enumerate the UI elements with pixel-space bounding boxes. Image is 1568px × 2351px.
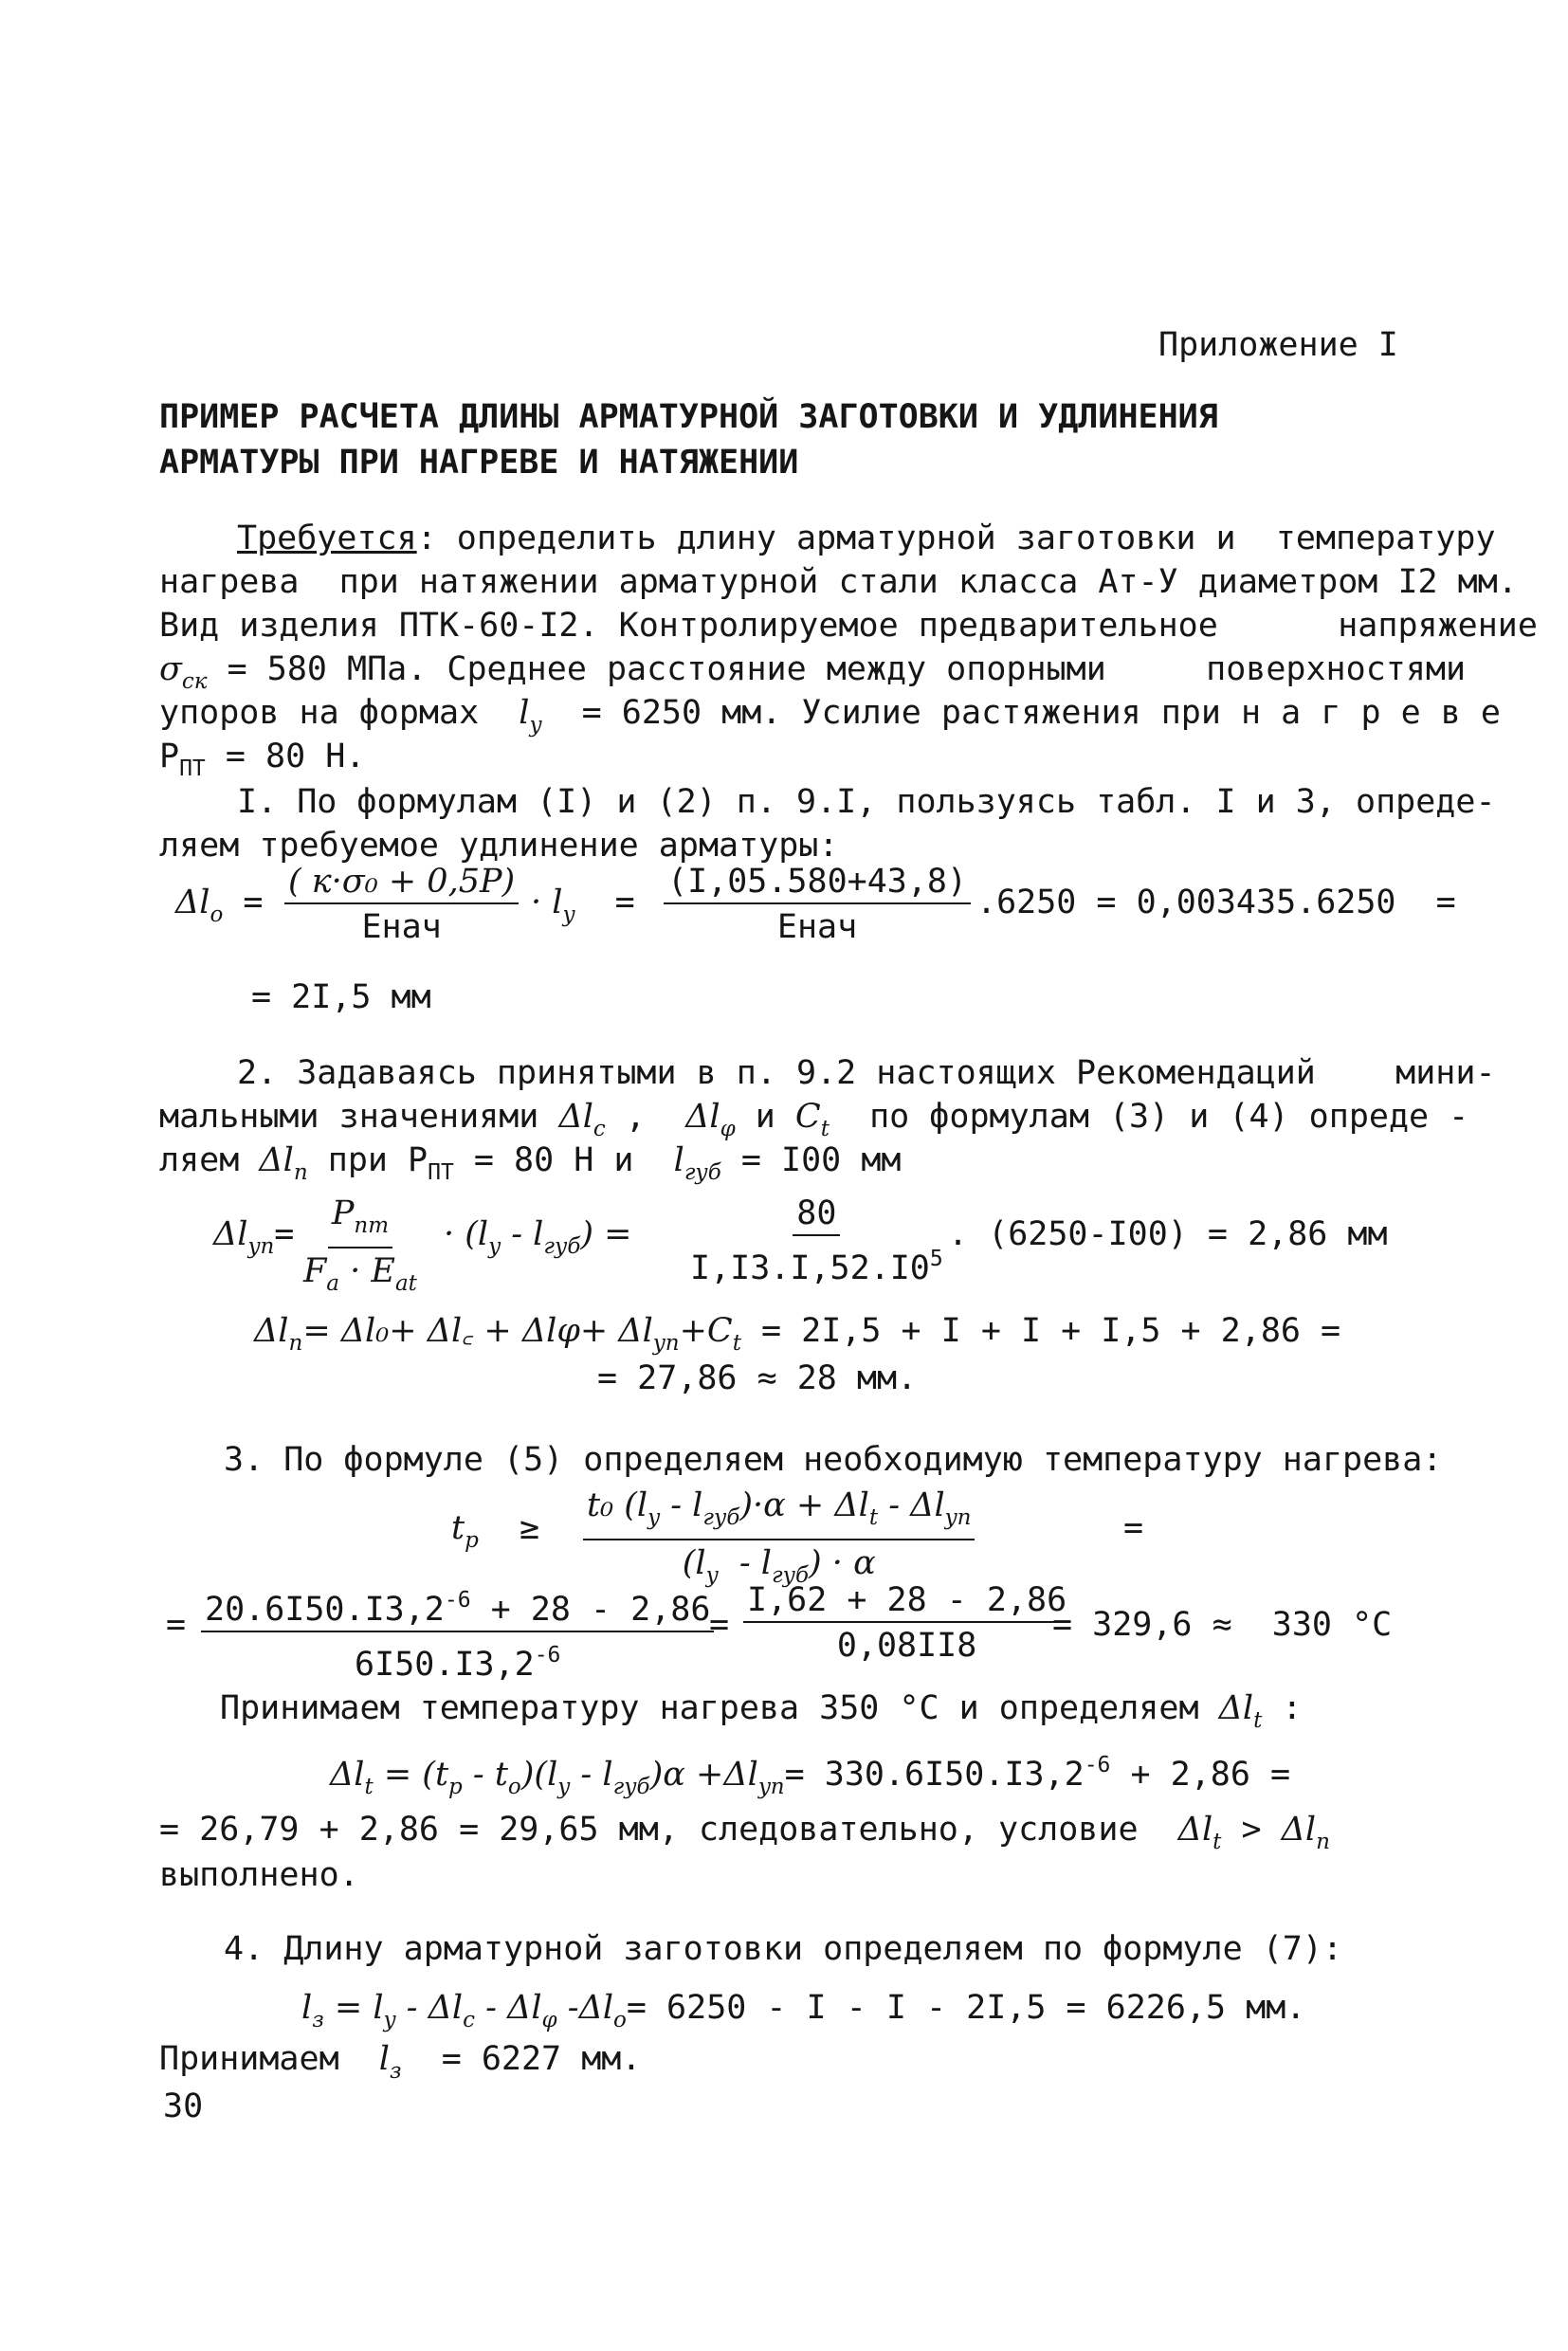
- sum-rhs: = Δl₀+ Δl꜀ + Δlφ+ Δl: [302, 1312, 653, 1350]
- intro-line-3: Вид изделия ПТК-60-I2. Контролируемое предварительное напряжение: [159, 607, 1538, 645]
- step3-f-numerator: [583, 1486, 975, 1540]
- ppt-subscript: ПТ: [428, 1160, 454, 1185]
- step3-d-numerator: I,62 + 28 - 2,86: [743, 1581, 1070, 1623]
- sum-lhs-subscript: n: [288, 1331, 303, 1356]
- sum-lhs-symbol: Δl: [254, 1312, 289, 1350]
- step3-c-numerator: [201, 1581, 714, 1632]
- dl-mid-5-sub: yn: [757, 1775, 785, 1799]
- tp-symbol: t: [451, 1509, 465, 1547]
- lgub-subscript: губ: [684, 1160, 721, 1185]
- dl-mid-1: = (t: [373, 1756, 449, 1794]
- step3-fn-1: t₀ (l: [587, 1486, 648, 1524]
- step3-calc-fraction-1: [201, 1581, 714, 1684]
- step3-tp: [451, 1507, 479, 1561]
- title-line-2: АРМАТУРЫ ПРИ НАГРЕВЕ И НАТЯЖЕНИИ: [159, 444, 799, 482]
- step2-f1-numerator: [328, 1194, 392, 1248]
- step3-eq-1: =: [1123, 1509, 1144, 1547]
- sum-rhs-2: +C: [679, 1312, 733, 1350]
- title-line-1: ПРИМЕР РАСЧЕТА ДЛИНЫ АРМАТУРНОЙ ЗАГОТОВКИ И УДЛИНЕНИЯ: [159, 398, 1218, 436]
- ly-symbol: l: [519, 694, 530, 732]
- step3-ge: ≥: [520, 1509, 540, 1547]
- sigma-subscript: ск: [181, 669, 208, 694]
- step3-eq-0: =: [166, 1606, 187, 1644]
- sum-rhs-subscript: yn: [652, 1331, 680, 1356]
- dl-mid-5: )α +Δl: [649, 1756, 758, 1794]
- step2-mid: [444, 1213, 632, 1267]
- step3-cn-1: 20.6I50.I3,2: [205, 1591, 445, 1629]
- step3-r-sub-2: n: [1316, 1830, 1330, 1854]
- intro-text-5a: упоров на формах: [159, 694, 520, 732]
- delta-lc-subscript: c: [593, 1117, 606, 1141]
- delta-lyn-symbol: Δl: [213, 1215, 248, 1253]
- step3-r-sym-2: Δl: [1281, 1811, 1317, 1849]
- step3-fd-2-sub: губ: [772, 1563, 810, 1588]
- step2-f1-num-sub: пт: [354, 1213, 390, 1238]
- step1-denominator-1: Eнач: [361, 908, 442, 946]
- step2-text-3a: ляем: [159, 1141, 260, 1179]
- step3-accept-symbol: Δl: [1218, 1689, 1254, 1727]
- step3-cn-sup: -6: [444, 1588, 471, 1613]
- intro-line-1: [237, 518, 1496, 559]
- step3-r-sub: t: [1212, 1830, 1222, 1854]
- step2-fraction-1: [303, 1194, 417, 1303]
- step3-fd-1: (l: [682, 1544, 706, 1582]
- step4-accept-b: = 6227 мм.: [401, 2040, 642, 2078]
- step3-fn-2: - l: [660, 1486, 703, 1524]
- delta-ln-subscript: n: [293, 1160, 308, 1185]
- step2-text-2b: ,: [605, 1098, 686, 1136]
- dl-mid-1-sub: p: [448, 1775, 463, 1799]
- dl-lhs: Δl: [330, 1756, 365, 1794]
- step4-mid-2: - Δl: [395, 1989, 464, 2027]
- step1-denominator-2: Eнач: [776, 908, 858, 946]
- step3-fd-3: ) · α: [809, 1544, 876, 1582]
- step4-accept-sub: з: [390, 2059, 402, 2084]
- dl-mid-2-sub: o: [507, 1775, 521, 1799]
- step4-mid-1: = l: [323, 1989, 384, 2027]
- intro-text-1: : определить длину арматурной заготовки и температуру: [416, 519, 1496, 557]
- ct-symbol: C: [794, 1098, 821, 1136]
- step1-fraction-2: [664, 863, 971, 946]
- step2-f1-den-sub2: at: [394, 1271, 417, 1296]
- step2-mid-1-sub: y: [488, 1234, 501, 1259]
- step3-dl-line: [330, 1744, 1290, 1808]
- step1-tail: .6250 = 0,003435.6250 =: [976, 884, 1456, 921]
- p-symbol: P: [159, 738, 180, 775]
- step2-text-2d: по формулам (3) и (4) опреде -: [829, 1098, 1469, 1136]
- step2-text-3c: = 80 Н и: [453, 1141, 674, 1179]
- step2-f1-den-e: · E: [339, 1252, 395, 1290]
- step3-cd-sup: -6: [534, 1643, 561, 1668]
- step2-f2-den-sup: 5: [929, 1247, 943, 1271]
- step4-mid-4-sub: o: [613, 2008, 627, 2032]
- dl-values-sup: -6: [1084, 1753, 1111, 1777]
- dl-mid-4: - l: [570, 1756, 613, 1794]
- step3-c-denominator: [355, 1632, 560, 1684]
- step4-accept-a: Принимаем: [159, 2040, 379, 2078]
- step1-numerator-1: ( к·σ₀ + 0,5P): [284, 863, 519, 904]
- step3-fn-3-sub: t: [868, 1505, 879, 1530]
- delta-lyn-subscript: yn: [247, 1234, 275, 1259]
- step1-ly-subscript: y: [562, 902, 575, 927]
- dl-mid-3-sub: y: [557, 1775, 571, 1799]
- step2-tail: . (6250-I00) = 2,86 мм: [948, 1215, 1388, 1253]
- step2-eq-lhs: [213, 1213, 294, 1267]
- dl-mid-2: - t: [462, 1756, 508, 1794]
- step2-line-1: 2. Задаваясь принятыми в п. 9.2 настоящих Рекомендаций мини-: [237, 1054, 1496, 1092]
- sigma-symbol: σ: [159, 650, 182, 688]
- step2-f1-den-sub: a: [326, 1271, 340, 1296]
- lgub-symbol: l: [673, 1141, 684, 1179]
- step3-r-sym: Δl: [1177, 1811, 1213, 1849]
- appendix-label: Приложение I: [1158, 326, 1398, 364]
- required-label: Требуется: [237, 519, 417, 557]
- step2-text-3b: при: [307, 1141, 409, 1179]
- step3-fn-3: )·α + Δl: [739, 1486, 869, 1524]
- sum-values: = 2I,5 + I + I + I,5 + 2,86 =: [740, 1312, 1341, 1350]
- step3-done: выполнено.: [159, 1856, 359, 1894]
- step3-fn-1-sub: y: [647, 1505, 661, 1530]
- delta-lphi-subscript: φ: [720, 1117, 736, 1141]
- step1-fraction-1: [284, 863, 519, 946]
- step2-eq-sign: =: [274, 1215, 295, 1253]
- step3-accept-line: [220, 1687, 1302, 1741]
- step3-fraction: [583, 1486, 975, 1595]
- step2-line-3: [159, 1139, 901, 1194]
- step2-mid-1: · (l: [444, 1215, 489, 1253]
- step3-fd-2: - l: [718, 1544, 773, 1582]
- ppt-symbol: P: [408, 1141, 428, 1179]
- p-subscript: ПТ: [179, 756, 206, 781]
- step3-cd-1: 6I50.I3,2: [355, 1646, 535, 1684]
- step3-fd-1-sub: y: [705, 1563, 719, 1588]
- step4-eq-line: [301, 1987, 1305, 2041]
- dl-lhs-sub: t: [364, 1775, 374, 1799]
- sum-rhs-2-subscript: t: [732, 1331, 741, 1356]
- step4-lhs-sub: з: [312, 2008, 324, 2032]
- step2-sum-line: [254, 1310, 1340, 1364]
- step4-mid-3-sub: φ: [541, 2008, 557, 2032]
- step1-line-2: ляем требуемое удлинение арматуры:: [159, 827, 839, 865]
- dl-values: = 330.6I50.I3,2: [784, 1756, 1085, 1794]
- intro-text-4: = 580 МПа. Среднее расстояние между опорными поверхностями: [207, 650, 1467, 688]
- step4-mid-4: -Δl: [556, 1989, 614, 2027]
- step1-lhs: [175, 882, 264, 936]
- step3-fn-2-sub: губ: [702, 1505, 740, 1530]
- step2-text-2c: и: [735, 1098, 795, 1136]
- step1-ly-symbol: · l: [531, 884, 563, 921]
- dl-values-2: + 2,86 =: [1110, 1756, 1291, 1794]
- step3-result: = 329,6 ≈ 330 °С: [1052, 1606, 1393, 1644]
- step2-mid-2: - l: [501, 1215, 544, 1253]
- step2-f2-denominator: [690, 1236, 943, 1287]
- step1-eq-sign: =: [223, 884, 264, 921]
- step2-fraction-2: [690, 1194, 943, 1287]
- step2-f1-den-f: F: [303, 1252, 327, 1290]
- step3-r-gt: >: [1221, 1811, 1282, 1849]
- step2-f2-den-text: I,I3.I,52.I0: [690, 1249, 930, 1287]
- step2-sum-result: = 27,86 ≈ 28 мм.: [597, 1359, 918, 1397]
- intro-text-6: = 80 Н.: [205, 738, 366, 775]
- step3-d-denominator: 0,08II8: [836, 1627, 977, 1665]
- step1-ly: [531, 882, 635, 936]
- step4-accept-sym: l: [378, 2040, 390, 2078]
- delta-lc-symbol: Δl: [558, 1098, 593, 1136]
- step1-eq-sign-2: =: [574, 884, 635, 921]
- dl-mid-3: )(l: [520, 1756, 558, 1794]
- step4-lhs: l: [301, 1989, 313, 2027]
- delta-l-symbol: Δl: [175, 884, 210, 921]
- delta-l-subscript: o: [210, 902, 224, 927]
- step4-line-1: 4. Длину арматурной заготовки определяем по формуле (7):: [224, 1930, 1343, 1968]
- step2-f2-numerator: 80: [793, 1194, 840, 1236]
- ly-subscript: y: [529, 713, 542, 738]
- step3-cn-2: + 28 - 2,86: [470, 1591, 711, 1629]
- step3-accept-subscript: t: [1253, 1708, 1263, 1733]
- step4-mid-1-sub: y: [383, 2008, 396, 2032]
- intro-text-5b: = 6250 мм. Усилие растяжения при н а г р е в е: [541, 694, 1501, 732]
- intro-line-2: нагрева при натяжении арматурной стали класса Ат-У диаметром I2 мм.: [159, 563, 1518, 601]
- delta-lphi-symbol: Δl: [685, 1098, 720, 1136]
- step1-result: = 2I,5 мм: [251, 978, 431, 1016]
- step2-text-3d: = I00 мм: [720, 1141, 902, 1179]
- step4-mid-2-sub: c: [463, 2008, 475, 2032]
- step2-mid-2-sub: губ: [543, 1234, 581, 1259]
- page-number: 30: [163, 2087, 204, 2125]
- delta-ln-symbol: Δl: [259, 1141, 294, 1179]
- step2-text-2a: мальными значениями: [159, 1098, 559, 1136]
- step2-f1-num-p: P: [331, 1194, 355, 1232]
- step3-accept-text: Принимаем температуру нагрева 350 °С и определяем: [220, 1689, 1219, 1727]
- step4-accept: [159, 2038, 641, 2092]
- step2-f1-denominator: [303, 1248, 417, 1303]
- dl-mid-4-sub: губ: [612, 1775, 650, 1799]
- step2-mid-3: ) =: [580, 1215, 632, 1253]
- step3-line-1: 3. По формуле (5) определяем необходимую температуру нагрева:: [224, 1441, 1443, 1479]
- step3-fn-4-sub: yn: [944, 1505, 972, 1530]
- step4-mid-3: - Δl: [474, 1989, 542, 2027]
- step1-numerator-2: (I,05.580+43,8): [664, 863, 971, 904]
- ct-subscript: t: [820, 1117, 830, 1141]
- tp-subscript: p: [465, 1528, 479, 1553]
- step4-values: = 6250 - I - I - 2I,5 = 6226,5 мм.: [626, 1989, 1306, 2027]
- step3-eq-2: =: [709, 1606, 730, 1644]
- step1-line-1: I. По формулам (I) и (2) п. 9.I, пользуясь табл. I и 3, опреде-: [237, 783, 1496, 821]
- step3-r-text: = 26,79 + 2,86 = 29,65 мм, следовательно, условие: [159, 1811, 1178, 1849]
- step3-calc-fraction-2: [743, 1581, 1070, 1665]
- step3-accept-end: :: [1262, 1689, 1303, 1727]
- step3-fn-4: - Δl: [878, 1486, 945, 1524]
